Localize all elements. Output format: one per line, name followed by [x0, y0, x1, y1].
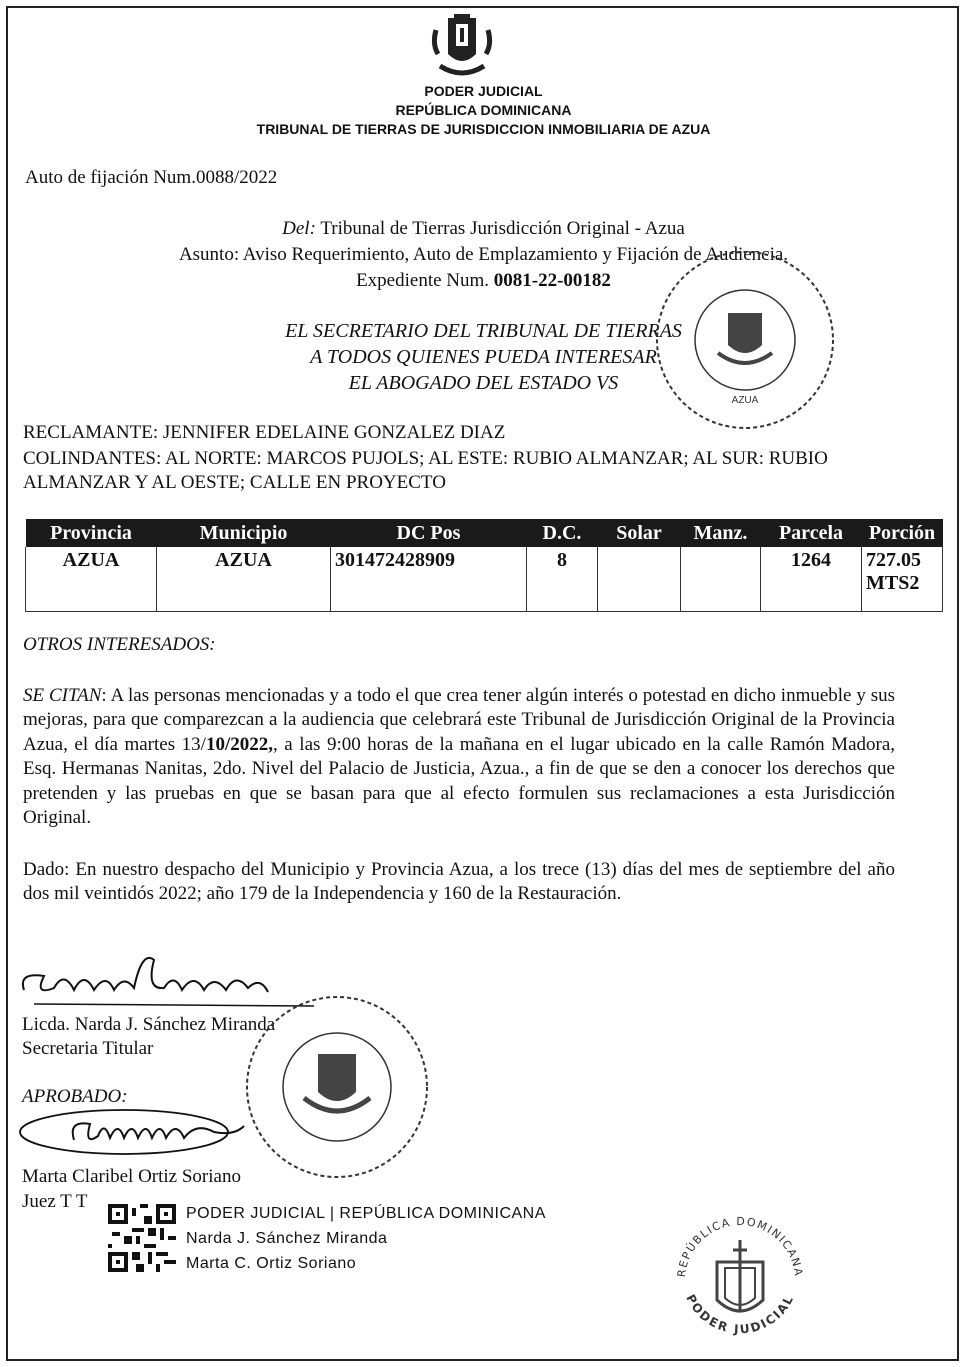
dado-paragraph: [23, 858, 895, 907]
expediente-label: Expediente Num.: [356, 270, 490, 291]
footer-line-2: Narda J. Sánchez Miranda: [186, 1230, 388, 1247]
header-line-3: TRIBUNAL DE TIERRAS DE JURISDICCION INMOBILIARIA DE AZUA: [256, 121, 711, 137]
hearing-date: 10/2022: [205, 733, 269, 755]
aprobado-label: APROBADO:: [22, 1086, 128, 1107]
header-line-2: REPÚBLICA DOMINICANA: [395, 102, 572, 118]
col-parcela: Parcela: [761, 519, 862, 547]
coat-of-arms-icon: [430, 14, 494, 80]
col-provincia: Provincia: [26, 519, 157, 547]
cell-solar: [598, 547, 681, 612]
porcion-unit: MTS2: [866, 572, 920, 594]
tribunal-stamp-2-icon: [240, 990, 435, 1185]
signer1-role: Secretaria Titular: [22, 1038, 154, 1059]
footer-line-1: PODER JUDICIAL | REPÚBLICA DOMINICANA: [186, 1205, 546, 1222]
expediente-number: 0081-22-00182: [493, 270, 611, 291]
otros-interesados: OTROS INTERESADOS:: [23, 634, 216, 655]
citan-text-1: : A las personas mencionadas y a todo el que crea tener algún interés o potestad en dicho inmueble y sus mejoras, para que comparezcan a la audiencia que celebrará este Tribunal de Jurisdicción Original de la Provincia Azua, el día martes 13/: [23, 685, 895, 755]
stamp-center-text: AZUA: [731, 395, 759, 406]
table-header-row: [26, 519, 943, 547]
reclamante: RECLAMANTE: JENNIFER EDELAINE GONZALEZ DIAZ: [23, 422, 506, 443]
cell-porcion: [862, 547, 943, 612]
seal-top-text: REPÚBLICA DOMINICANA: [674, 1214, 806, 1278]
cell-parcela: 1264: [761, 547, 862, 612]
porcion-value: 727.05: [866, 549, 921, 571]
del-value: Tribunal de Tierras Jurisdicción Original - Azua: [320, 218, 685, 239]
signer2-name: Marta Claribel Ortiz Soriano: [22, 1166, 241, 1187]
del-label: Del:: [282, 218, 316, 239]
col-solar: Solar: [598, 519, 681, 547]
asunto: Asunto: Aviso Requerimiento, Auto de Emplazamiento y Fijación de Audiencia.: [178, 244, 789, 265]
poder-judicial-seal-icon: [665, 1200, 815, 1360]
address-line-2: A TODOS QUIENES PUEDA INTERESAR: [310, 346, 657, 368]
cell-dc-pos: 301472428909: [331, 547, 527, 612]
col-dc-pos: DC Pos: [331, 519, 527, 547]
col-dc: D.C.: [527, 519, 598, 547]
cell-provincia: AZUA: [26, 547, 157, 612]
col-manz: Manz.: [681, 519, 761, 547]
auto-number: Auto de fijación Num.0088/2022: [25, 167, 278, 188]
header-line-1: PODER JUDICIAL: [424, 83, 543, 99]
qr-code-icon: [108, 1204, 176, 1272]
cell-manz: [681, 547, 761, 612]
table-row: [26, 547, 943, 612]
signer2-role: Juez T T: [22, 1191, 88, 1212]
del-line: [0, 218, 967, 240]
cell-dc: 8: [527, 547, 598, 612]
footer-line-3: Marta C. Ortiz Soriano: [186, 1255, 357, 1272]
cell-municipio: AZUA: [157, 547, 331, 612]
property-table: [25, 519, 943, 612]
seal-bottom-text: PODER JUDICIAL: [683, 1292, 797, 1337]
colindantes-line-1: COLINDANTES: AL NORTE: MARCOS PUJOLS; AL ESTE: RUBIO ALMANZAR; AL SUR: RUBIO: [23, 448, 828, 469]
signature-juez: [14, 1106, 254, 1162]
dado-text: Dado: En nuestro despacho del Municipio y Provincia Azua, a los trece (13) días del mes de septiembre del año dos mil veintidós 2022; año 179 de la Independencia y 160 de la Restauración.: [23, 859, 895, 905]
colindantes-line-2: ALMANZAR Y AL OESTE; CALLE EN PROYECTO: [23, 472, 446, 493]
citan-text-2: , a las 9:00 horas de la mañana en el lugar ubicado en la calle Ramón Madora, Esq. Hermanas Nanitas, 2do. Nivel del Palacio de Justicia, Azua., a fin de que se den a conocer los derechos que pretenden y las pruebas en que se basan para que al efecto formulen sus reclamaciones a esta Jurisdicción Original.: [23, 733, 896, 829]
signer1-name: Licda. Narda J. Sánchez Miranda: [22, 1014, 276, 1035]
citan-label: SE CITAN: [23, 685, 102, 706]
tribunal-stamp-icon: [650, 245, 840, 435]
address-line-3: EL ABOGADO DEL ESTADO VS: [348, 372, 619, 394]
col-porcion: Porción: [862, 519, 943, 547]
address-line-1: EL SECRETARIO DEL TRIBUNAL DE TIERRAS: [285, 320, 682, 342]
citan-paragraph: SE CITAN: A las personas mencionadas y a todo el que crea tener algún interés o potestad en dicho inmueble y sus mejoras, para que comparezcan a la audiencia que celebrará este Tribunal de Jurisdicción Original de la Provincia Azua, el día martes 13/10/2022,, a las 9:00 horas de la mañana en el lugar ubicado en la calle Ramón Madora, Esq. Hermanas Nanitas, 2do. Nivel del Palacio de Justicia, Azua., a fin de que se den a conocer los derechos que pretenden y las pruebas en que se basan para que al efecto formulen sus reclamaciones a esta Jurisdicción Original.: [23, 685, 896, 829]
col-municipio: Municipio: [157, 519, 331, 547]
